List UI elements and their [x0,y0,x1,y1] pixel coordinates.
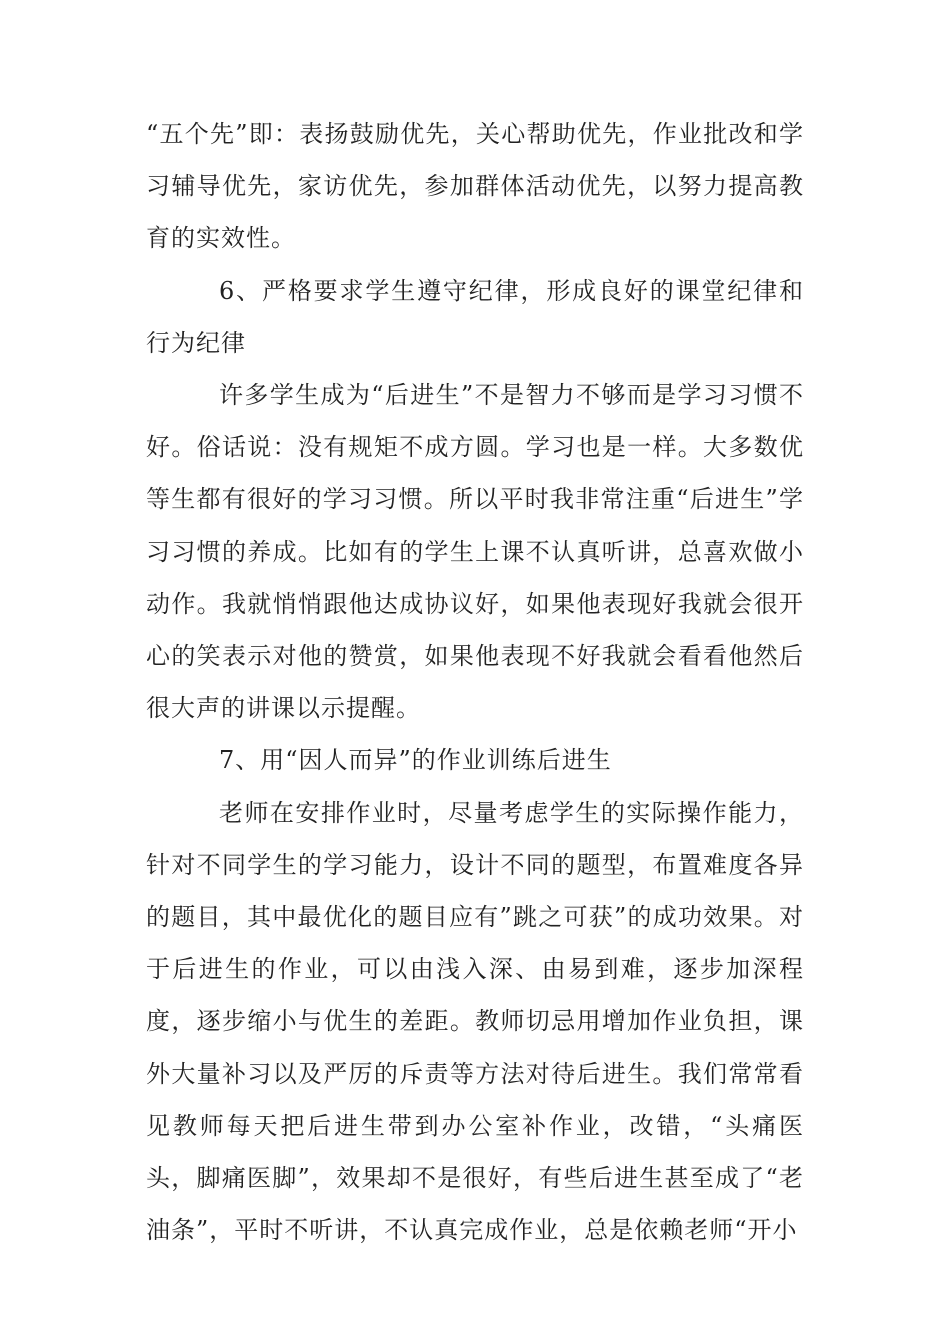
paragraph-study-habits: 许多学生成为“后进生”不是智力不够而是学习习惯不好。俗话说：没有规矩不成方圆。学习也是一样。大多数优等生都有很好的学习习惯。所以平时我非常注重“后进生”学习习惯的养成。比如有的学生上课不认真听讲，总喜欢做小动作。我就悄悄跟他达成协议好，如果他表现好我就会很开心的笑表示对他的赞赏，如果他表现不好我就会看看他然后很大声的讲课以示提醒。 [146,381,804,723]
paragraph-five-priorities: “五个先”即：表扬鼓励优先，关心帮助优先，作业批改和学习辅导优先，家访优先，参加群体活动优先，以努力提高教育的实效性。 [146,120,804,253]
heading-differentiated-homework: 7、用“因人而异”的作业训练后进生 [219,746,612,775]
paragraph-homework-design: 老师在安排作业时，尽量考虑学生的实际操作能力，针对不同学生的学习能力，设计不同的题型，布置难度各异的题目，其中最优化的题目应有”跳之可获”的成功效果。对于后进生的作业，可以由浅入深、由易到难，逐步加深程度，逐步缩小与优生的差距。教师切忌用增加作业负担，课外大量补习以及严厉的斥责等方法对待后进生。我们常常看见教师每天把后进生带到办公室补作业，改错，“头痛医头，脚痛医脚”，效果却不是很好，有些后进生甚至成了“老油条”，平时不听讲，不认真完成作业，总是依赖老师“开小 [146,798,804,1245]
document-page [146,108,804,1256]
heading-discipline: 6、严格要求学生遵守纪律，形成良好的课堂纪律和行为纪律 [146,276,804,357]
